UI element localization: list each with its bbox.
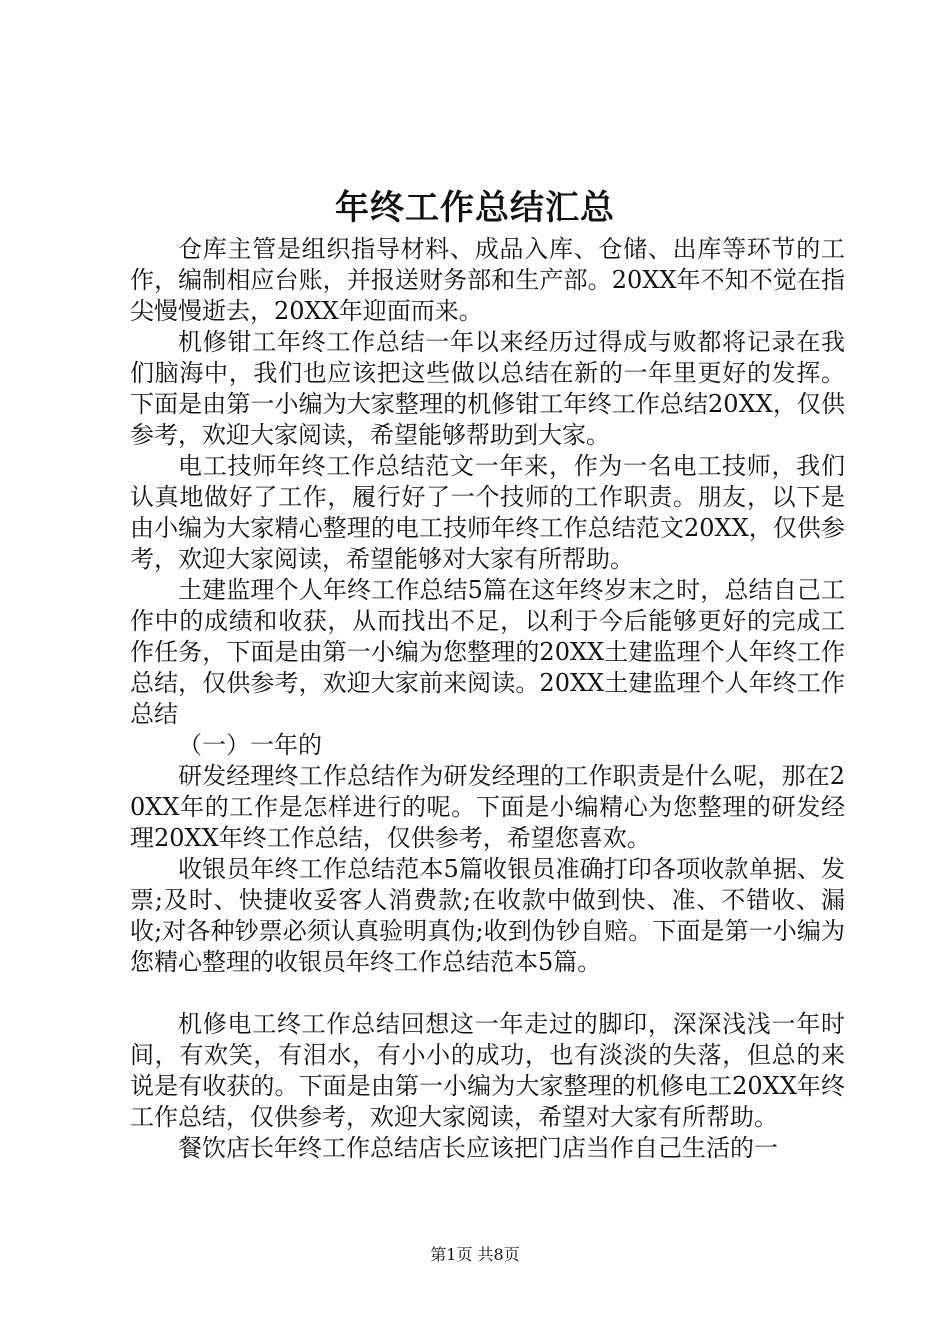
document-title: 年终工作总结汇总 xyxy=(335,188,615,228)
paragraph-1: 仓库主管是组织指导材料、成品入库、仓储、出库等环节的工作，编制相应台账，并报送财务部和生产部。20XX年不知不觉在指尖慢慢逝去，20XX年迎面而来。 xyxy=(130,235,845,325)
paragraph-7: 收银员年终工作总结范本5篇收银员准确打印各项收款单据、发票;及时、快捷收妥客人消费款;在收款中做到快、准、不错收、漏收;对各种钞票必须认真验明真伪;收到伪钞自赔。下面是第一小编为您精心整理的收银员年终工作总结范本5篇。 xyxy=(130,855,845,976)
paragraph-8: 机修电工终工作总结回想这一年走过的脚印，深深浅浅一年时间，有欢笑，有泪水，有小小的成功，也有淡淡的失落，但总的来说是有收获的。下面是由第一小编为大家整理的机修电工20XX年终工作总结，仅供参考，欢迎大家阅读，希望对大家有所帮助。 xyxy=(130,1010,845,1131)
paragraph-4: 土建监理个人年终工作总结5篇在这年终岁末之时，总结自己工作中的成绩和收获，从而找出不足，以利于今后能够更好的完成工作任务，下面是由第一小编为您整理的20XX土建监理个人年终工作总结，仅供参考，欢迎大家前来阅读。20XX土建监理个人年终工作总结 xyxy=(130,576,845,728)
page-footer: 第1页 共8页 xyxy=(430,1245,520,1264)
paragraph-9: 餐饮店长年终工作总结店长应该把门店当作自己生活的一 xyxy=(178,1134,778,1162)
paragraph-5-heading: （一）一年的 xyxy=(178,731,322,759)
paragraph-2: 机修钳工年终工作总结一年以来经历过得成与败都将记录在我们脑海中，我们也应该把这些做以总结在新的一年里更好的发挥。下面是由第一小编为大家整理的机修钳工年终工作总结20XX，仅供参考，欢迎大家阅读，希望能够帮助到大家。 xyxy=(130,328,845,449)
paragraph-6: 研发经理终工作总结作为研发经理的工作职责是什么呢，那在20XX年的工作是怎样进行的呢。下面是小编精心为您整理的研发经理20XX年终工作总结，仅供参考，希望您喜欢。 xyxy=(130,762,845,852)
paragraph-3: 电工技师年终工作总结范文一年来，作为一名电工技师，我们认真地做好了工作，履行好了一个技师的工作职责。朋友，以下是由小编为大家精心整理的电工技师年终工作总结范文20XX，仅供参考，欢迎大家阅读，希望能够对大家有所帮助。 xyxy=(130,452,845,573)
document-body xyxy=(130,234,845,1164)
